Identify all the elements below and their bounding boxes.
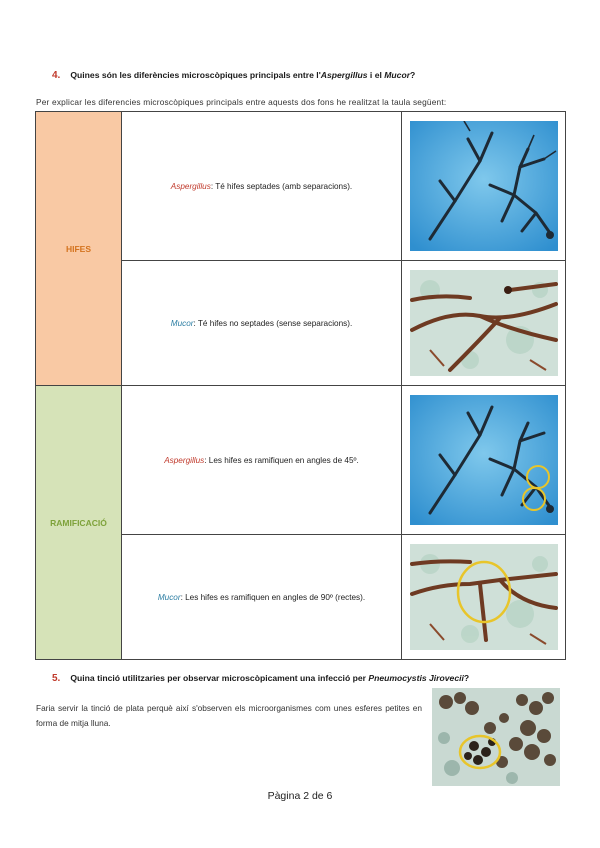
image-cell [402,112,566,261]
mucor-branching-micrograph [410,544,558,650]
question-4-number: 4. [52,70,61,81]
mucor-nonseptate-micrograph [410,270,558,376]
organism-name: Aspergillus [170,181,211,191]
description-cell [122,535,402,660]
organism-name: Mucor [157,592,181,602]
pneumocystis-image [432,688,560,791]
question-5 [52,673,469,684]
aspergillus-branching-micrograph [410,395,558,525]
question-4-text-middle: i el [367,70,385,80]
question-4-text-after: ? [410,70,416,80]
description-text: : Les hifes es ramifiquen en angles de 45º. [204,455,359,465]
organism-name: Aspergillus [164,455,205,465]
category-hifes: HIFES [36,112,122,386]
table-row [36,386,566,535]
page-footer: Pàgina 2 de 6 [267,790,333,802]
question-4-organism-b: Mucor [384,70,411,80]
question-5-text-before: Quina tinció utilitzaries per observar microscòpicament una infecció per [70,673,369,683]
category-ramificacio: RAMIFICACIÓ [36,386,122,660]
intro-text: Per explicar les diferencies microscòpiques principals entre aquests dos fons he realitzat la taula següent: [36,97,447,107]
aspergillus-septate-micrograph [410,121,558,251]
description-cell [122,386,402,535]
pneumocystis-micrograph [432,688,560,786]
question-4 [52,70,415,81]
organism-name: Mucor [170,318,194,328]
description-text: : Les hifes es ramifiquen en angles de 90º (rectes). [180,592,366,602]
question-5-number: 5. [52,673,61,684]
description-cell [122,261,402,386]
image-cell [402,535,566,660]
question-4-text-before: Quines són les diferències microscòpiques principals entre l' [70,70,321,80]
description-text: : Té hifes no septades (sense separacions). [193,318,353,328]
question-4-organism-a: Aspergillus [320,70,368,80]
description-text: : Té hifes septades (amb separacions). [210,181,353,191]
image-cell [402,386,566,535]
answer-5-text: Faria servir la tinció de plata perquè així s'observen els microorganismes com unes esferes petites en forma de mitja lluna. [36,703,422,728]
description-cell [122,112,402,261]
question-5-text-after: ? [463,673,470,683]
table-row [36,112,566,261]
comparison-table [35,111,566,660]
image-cell [402,261,566,386]
question-5-organism: Pneumocystis Jirovecii [368,673,464,683]
